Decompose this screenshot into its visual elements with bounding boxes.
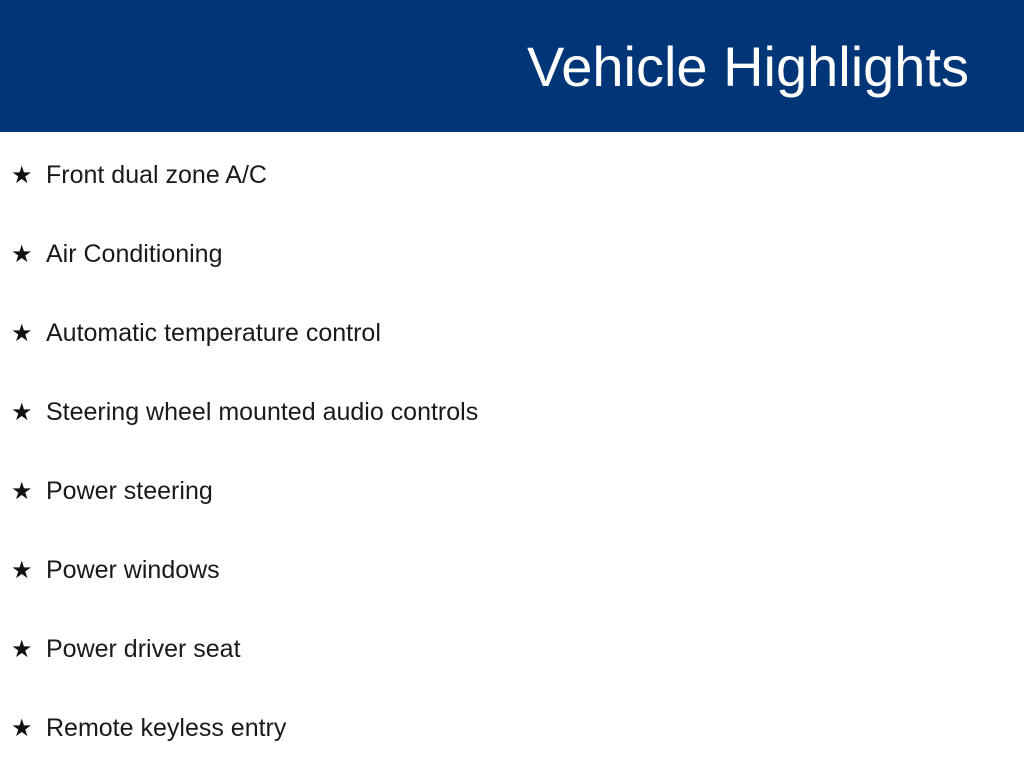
list-item bbox=[11, 239, 1024, 318]
list-item bbox=[11, 476, 1024, 555]
star-bullet-icon: ★ bbox=[11, 635, 33, 663]
list-item-label: Remote keyless entry bbox=[46, 714, 287, 742]
list-item-label: Air Conditioning bbox=[46, 240, 223, 268]
list-item-label: Front dual zone A/C bbox=[46, 161, 267, 189]
star-bullet-icon: ★ bbox=[11, 398, 33, 426]
list-item-label: Power steering bbox=[46, 477, 213, 505]
star-bullet-icon: ★ bbox=[11, 477, 33, 505]
slide-title: Vehicle Highlights bbox=[526, 34, 969, 98]
list-item bbox=[11, 160, 1024, 239]
list-item bbox=[11, 634, 1024, 713]
list-item-label: Power windows bbox=[46, 556, 220, 584]
star-bullet-icon: ★ bbox=[11, 161, 33, 189]
star-bullet-icon: ★ bbox=[11, 240, 33, 268]
list-item bbox=[11, 713, 1024, 768]
list-item bbox=[11, 318, 1024, 397]
slide-header bbox=[0, 0, 1024, 132]
list-item bbox=[11, 397, 1024, 476]
star-bullet-icon: ★ bbox=[11, 714, 33, 742]
list-item-label: Power driver seat bbox=[46, 635, 241, 663]
feature-list bbox=[0, 132, 1024, 768]
star-bullet-icon: ★ bbox=[11, 556, 33, 584]
star-bullet-icon: ★ bbox=[11, 319, 33, 347]
list-item-label: Steering wheel mounted audio controls bbox=[46, 398, 479, 426]
list-item-label: Automatic temperature control bbox=[46, 319, 381, 347]
list-item bbox=[11, 555, 1024, 634]
